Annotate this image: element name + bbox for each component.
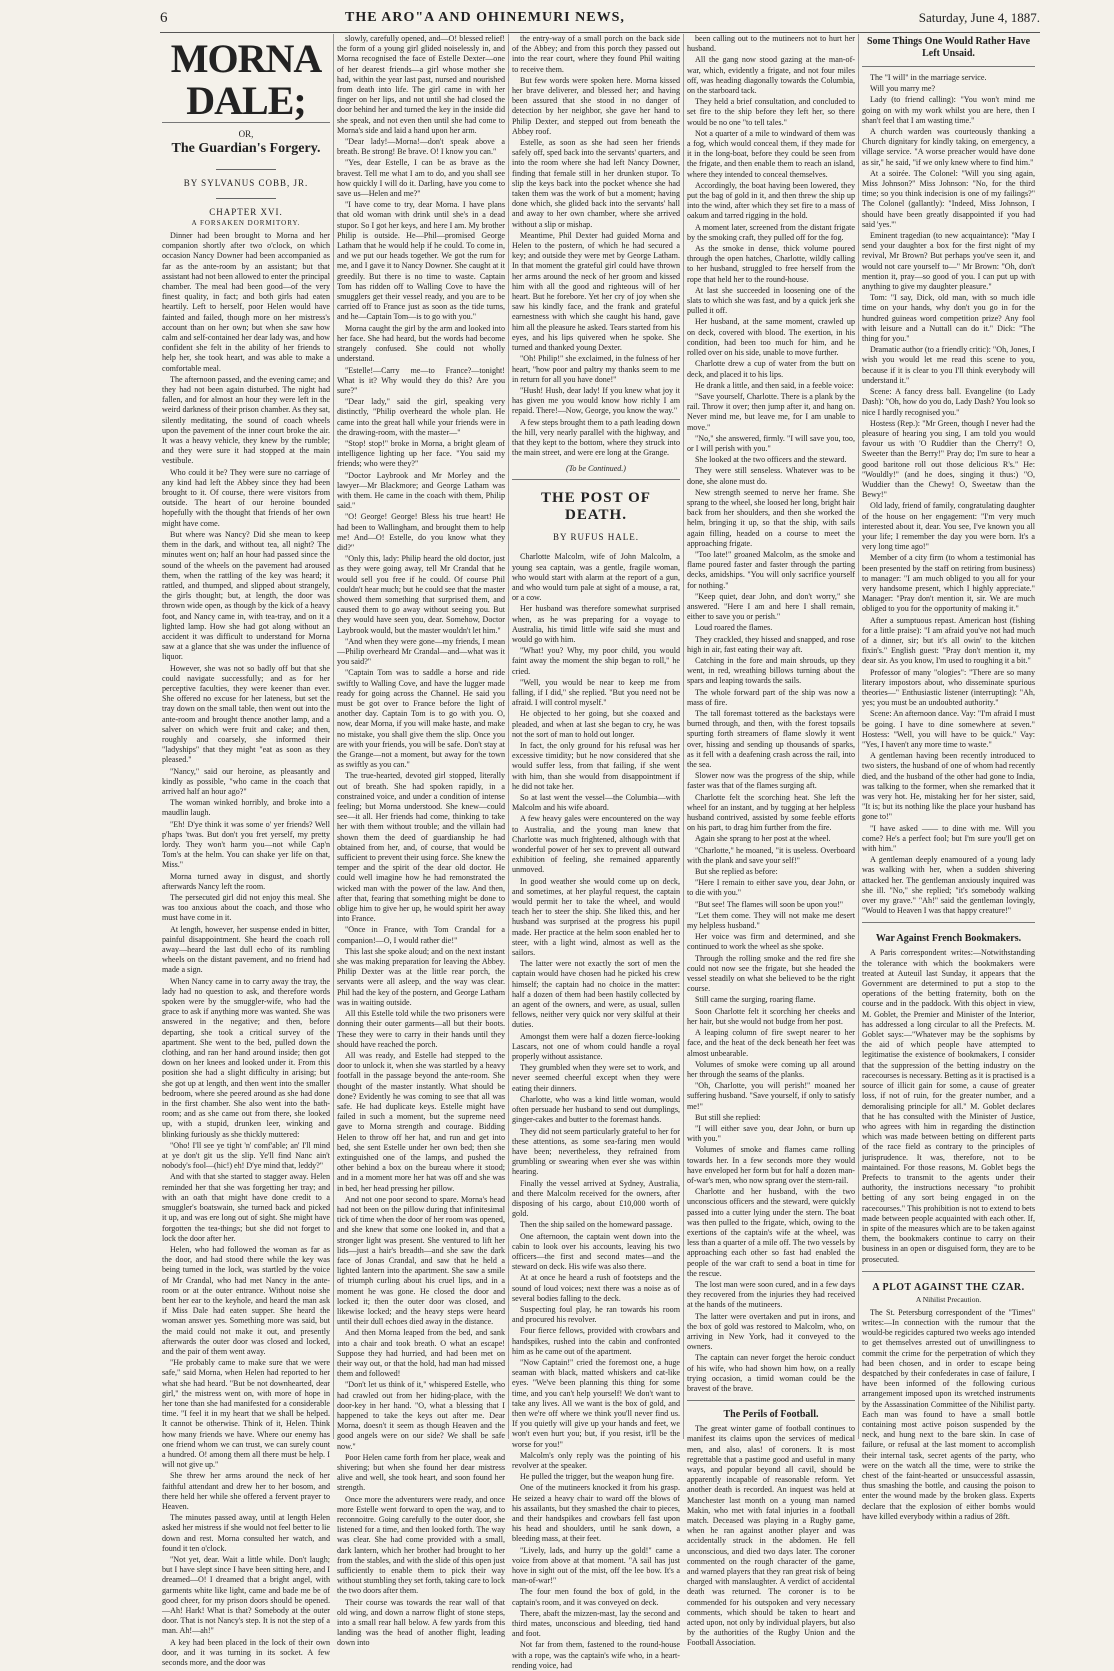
paragraph: At a soirée. The Colonel: "Will you sing again, Miss Johnson?" Miss Johnson: "No, for the third time; so you think indecision is one of my failings?" The Colonel (gallantly): "Indeed, Miss Johnson, I should have been greatly disappointed if you had said 'yes.'" [862,168,1035,229]
column-rule [858,34,859,1439]
paragraph: One afternoon, the captain went down into the cabin to look over his accounts, leaving his two officers—the first and second mates—and the steward on deck. His wife was also there. [512,1231,680,1272]
divider [862,922,1035,923]
paragraph: But she replied as before: [695,867,778,877]
post-of-death-body-col3 [512,552,680,1671]
paragraph: Charlotte felt the scorching heat. She left the wheel for an instant, and by tugging at her helpless husband contrived, assisted by some feeble efforts on his part, to drag him further from the fire. [687,792,855,833]
paragraph: "Lively, lads, and hurry up the gold!" came a voice from above at that moment. "A sail has just hove in sight out of the mist, off the lee bow. It's a man-of-war!" [512,1545,680,1586]
paragraph: Dinner had been brought to Morna and her companion shortly after two o'clock, on which occasion Nancy Downer had been accompanied as far as the ante-room by an assistant; but that assistant had not been allowed to enter the principal chamber. The meal had been good—of the very finest quality, in fact; and both girls had eaten heartily. Left to herself, poor Helen would have fainted and failed, though more on her mistress's account than on her own; but when she saw how calm and self-contained her dear lady was, and how confident she felt in the ability of her friends to help her, she took heart, and was able to make a comfortable meal. [162,231,330,373]
paragraph: They grumbled when they were set to work, and never seemed cheerful except when they were eating their dinners. [512,1063,680,1093]
paragraph: "I have asked —— to dine with me. Will you come? He's a perfect fool; but I'm sure you'll get on with him." [862,823,1035,854]
paragraph: A key had been placed in the lock of their own door, and it was turning in its socket. A few seconds more, and the door was [162,1637,330,1668]
issue-date: Saturday, June 4, 1887. [918,10,1040,25]
paragraph: "Let them come. They will not make me desert my helpless husband." [687,910,855,931]
serial-title: MORNA DALE; [162,38,330,123]
paragraph: "Once in France, with Tom Crandal for a companion!—O, I would rather die!" [337,925,505,945]
column-rule [333,34,334,1439]
paragraph: One of the mutineers knocked it from his grasp. He seized a heavy chair to ward off the blows of his assailants, but they smashed the chair to pieces, and their handspikes and crowbars fell fast upon his head and shoulders, until he sank down, a bleeding mass, at their feet. [512,1483,680,1544]
paragraph: When Nancy came in to carry away the tray, the lady had no question to ask, and therefore words spoken were by the smuggler-wife, who had the grace to ask if anything more was wanted. She was answered in the negative; and then, before departing, she took a critical survey of the apartment. She went to the bed, pulled down the clothing, and ran her hand around inside; then got down on her knees and looked under it. From this position she had a slight difficulty in arising; but she got up at length, and then went into the smaller bedroom, where she peered around as she had done in the first chamber. She also went into the bath-room; and as she came out from there, she looked up, with a stupid, drunken leer, winking and blinking furiously as she thickly muttered: [162,976,330,1139]
paragraph: As the smoke in dense, thick volume poured through the open hatches, Charlotte, wildly calling to her husband, struggled to free herself from the rope that held her to the round-house. [687,244,855,284]
paragraph: "Here I remain to either save you, dear John, or to die with you." [687,878,855,898]
divider [862,66,1035,67]
paragraph: "Nancy," said our heroine, as pleasantly and kindly as possible, "who came in the coach that arrived half an hour ago?" [162,766,330,796]
paragraph: Scene: An afternoon dance. Vay: "I'm afraid I must be going. I have to dine somewhere at seven." Hostess: "Well, you will have to be quick." Vay: "Yes, I haven't any more time to waste." [862,709,1035,749]
paragraph: Finally the vessel arrived at Sydney, Australia, and there Malcolm received for the owners, after disposing of his cargo, about £10,000 worth of gold. [512,1178,680,1219]
paragraph: "And when they were gone—my friends, I mean—Philip overheard Mr Crandal—and—what was it you said?" [337,636,505,667]
paragraph: "Dear lady!—Morna!—don't speak above a breath. Be strong! Be brave. O! I know you can." [337,137,505,157]
paragraph: A gentleman deeply enamoured of a young lady was walking with her, when a sudden shivering attacked her. The gentleman anxiously inquired was she ill. "No," she replied; "it's somebody walking over my grave." "Ah!" said the gentleman lovingly, "Would to Heaven I was that happy creature!" [862,855,1035,916]
post-of-death-title: THE POST OF DEATH. [541,490,651,524]
plot-body [862,1308,1035,1522]
page-number: 6 [160,10,168,26]
paragraph: "Doctor Laybrook and Mr Morley and the lawyer—Mr Blackmore; and George Latham was with them. He came in the coach with them, Philip said." [337,470,505,511]
paragraph: In fact, the only ground for his refusal was her excessive timidity; but he now considered that she would suffer less, from that failing, if she went with him, than she would from disappointment if he did not take her. [512,740,680,791]
paragraph: Helen, who had followed the woman as far as the door, and had stood there while the key was being turned in the lock, was startled by the voice of Mr Crandal, who had met Nancy in the ante-room or at the outer entrance. Without noise she bent her ear to the keyhole, and heard the man ask if Miss Dale had eaten supper. She heard the woman answer yes. Something more was said, but the maid could not make it out, and presently afterwards the outer door was closed and locked, and the pair of them went away. [162,1244,330,1356]
paragraph: "Too late!" groaned Malcolm, as the smoke and flame poured faster and faster through the parting decks, amidships. "You will only sacrifice yourself for nothing." [687,549,855,590]
paragraph: The "I will" in the marriage service. [870,73,987,82]
paragraph: A gentleman having been recently introduced to two sisters, the husband of one of whom had recently died, and the husband of the other had gone to India, was talking to the former, when she remarked that it was very hot. He, mistaking her for her sister, said, "It is; but its nothing like the place your husband has gone to!" [862,751,1035,822]
paragraph: Old lady, friend of family, congratulating daughter of the house on her engagement: "I'm very much interested about it, dear. You see, I've known you all your life; I remember the day you were born. It's a very long time ago!" [862,501,1035,552]
paragraph: They crackled, they hissed and snapped, and rose high in air, fast eating their way aft. [687,634,855,654]
war-body [862,948,1035,1264]
perils-body [687,1424,855,1648]
paragraph: "Stop! stop!" broke in Morna, a bright gleam of intelligence lighting up her face. "You said my friends; who were they?" [337,438,505,469]
column-4 [687,34,855,1648]
paragraph: Malcolm's only reply was the pointing of his revolver at the speaker. [512,1450,680,1470]
paragraph: Morna caught the girl by the arm and looked into her face. She had heard, but the words had become strangely confused. She could not wholly understand. [337,323,505,364]
perils-title: The Perils of Football. [723,1409,819,1421]
paragraph: Charlotte, who was a kind little woman, would often persuade her husband to send out dumplings, ginger-cakes and butter to the foremast hands. [512,1094,680,1125]
paragraph: Member of a city firm (to whom a testimonial has been presented by the staff on retiring from business) to manager: "I am much obliged to you all for your very handsome present, which I highly appreciate." Manager: "Pray don't mention it, sir. We are much obliged to you for the opportunity of making it." [862,553,1035,614]
paragraph: "Only this, lady: Philip heard the old doctor, just as they were going away, tell Mr Crandal that he would sell you free if he could. Of course Phil couldn't hear much; but he could see that the master showed them something that surprised them, and caused them to go away without seeing you. But they would have seen you, dear. Somehow, Doctor Laybrook would, but the master wouldn't let him." [337,554,506,635]
paragraph: "O! George! George! Bless his true heart! He had been to Wallingham, and brought them to help me! And—O! Estelle, do you know what they did?" [337,512,505,552]
paragraph: And with that she started to stagger away. Helen reminded her that she was forgetting her tray; and with an oath that might have done credit to a smuggler's boatswain, she turned back and picked it up, and was ere long out of sight. She might have forgotten the tea-things; but she did not forget to lock the door after her. [162,1172,330,1243]
some-things-body [862,73,1035,916]
column-rule [508,34,509,1439]
paragraph: New strength seemed to nerve her frame. She sprang to the wheel, she loosed her long, bright hair back from her shoulders, and then she worked the helm, bringing it up, so that the ship, with sails again filling, headed on a course to meet the approaching frigate. [687,487,855,548]
serial-byline: BY SYLVANUS COBB, JR. [183,178,309,188]
paragraph: Charlotte and her husband, with the two unconscious officers and the steward, were quickly passed into a cutter lying under the stern. The boat was then pulled to the frigate, which, owing to the exertions of the captain's wife at the wheel, was less than a quarter of a mile off. The two vessels by approaching each other so fast had enabled the people of the war craft to send a boat in time for the rescue. [687,1187,855,1278]
paragraph: Again she sprang to her post at the wheel. [695,834,831,844]
paragraph: A few heavy gales were encountered on the way to Australia, and the young man knew that Charlotte was much frightened, although with that wonderful power of her sex to prevent all outward exhibition of feeling, she remained apparently unmoved. [512,814,680,875]
paragraph: At length, however, her suspense ended in bitter, painful disappointment. She heard the coach roll away—heard the last dull echo of its rumbling wheels on the distant pavement, and no friend had made a sign. [162,924,330,975]
paragraph: The great winter game of football continues to manifest its claims upon the services of medical men, and also, alas! of coroners. It is most regrettable that a pastime good and useful in many ways, and popular beyond all cavil, should be apparently incapable of reasonable reform. Yet another death is recorded. An inquest was held at Manchester last month on a young man named Makin, who met with fatal injuries in a football match. Deceased was playing in a Rugby game, when he ran against another player and was accidentally struck in the abdomen. He fell unconscious, and died two days later. The coroner commented on the rough character of the game, and warned players that they ran great risk of being charged with manslaughter. A verdict of accidental death was returned. The coroner is to be commended for his outspoken and very necessary comments, which should be taken to heart and acted upon, not only by individual players, but also by the authorities of the Rugby Union and the Football Association. [687,1424,855,1648]
column-1 [162,34,330,1668]
paragraph: "Don't let us think of it," whispered Estelle, who had crawled out from her hiding-place, with the door-key in her hand. "O, what a blessing that I happened to take the keys out after me. Dear Morna, doesn't it seem as though Heaven and the good angels were on our side? We shall be safe now." [337,1380,505,1451]
paragraph: They were still senseless. Whatever was to be done, she alone must do. [687,466,855,486]
paragraph: Her voice was firm and determined, and she continued to work the wheel as she spoke. [687,932,855,952]
column-rule [683,34,684,1439]
paragraph: After a sumptuous repast. American host (fishing for a little praise): "I am afraid you've not had much of a dinner, sir; but it's all owin' to the kitchen fixin's." English guest: "Pray don't mention it, my dear sir. As you know, I'm used to roughing it a bit." [862,615,1035,666]
paragraph: Morna turned away in disgust, and shortly afterwards Nancy left the room. [162,871,330,891]
paragraph: They held a brief consultation, and concluded to set fire to the ship before they left her, so there would be no one "to tell tales." [687,97,855,127]
paragraph: Loud roared the flames. [695,623,773,633]
paragraph: Through the rolling smoke and the red fire she could not now see the frigate, but she headed the vessel steadily on what she believed to be the right course. [687,953,855,994]
plot-title: A PLOT AGAINST THE CZAR. [872,1281,1025,1293]
paragraph: The afternoon passed, and the evening came; and they had not been again disturbed. The night had fallen, and for almost an hour they were left in the weird darkness of their prison chamber. As they sat, silently meditating, the sound of coach wheels upon the pavement of the inner court broke the air. It was a heavy vehicle, they knew by the rumble; and they were sure it had stopped at the main vestibule. [162,374,330,466]
paragraph: Suspecting foul play, he ran towards his room and procured his revolver. [512,1304,680,1325]
paragraph: Meantime, Phil Dexter had guided Morna and Helen to the postern, of which he had secured a key; and outside they were met by George Latham. In that moment the grateful girl could have thrown her arms around the neck of her groom and kissed him with all the good and righteous will of her heart. But he forebore. Yet her cry of joy when she saw his kindly face, and the frank and grateful earnestness with which she caught his hand, gave him all the pleasure he asked. Tears started from his eyes, and his lips quivered when he spoke. She turned and thanked young Dexter. [512,230,680,353]
column-2 [337,34,506,1648]
paragraph: "I have come to try, dear Morna. I have plans that old woman with drink until she's in a dead stupor. So I got her keys, and here I am. My brother Philip is outside. He—Phil—promised George Latham that he would help if he could. To come in, and we put our heads together. We got the rum for me, and I gave it to Nancy Downer. She caught at it greedily. But there is no time to waste. Captain Tom has ridden off to Walling Cove to have the smugglers get their vessel ready, and you are to be carried off to France just as soon as the tide turns, and he—Captain Tom—is to go with you." [337,200,505,322]
paragraph: Tom: "I say, Dick, old man, with so much idle time on your hands, why don't you go in for the hundred guineas word competition prize? Any fool with leisure and a Nuttall can do it." Dick: "The thing for you." [862,293,1035,344]
to-be-continued: (To be Continued.) [566,464,626,474]
paragraph: Then the ship sailed on the homeward passage. [520,1220,673,1230]
paragraph: But few words were spoken here. Morna kissed her brave deliverer, and blessed her; and having been assured that she stood in no danger of detection by her neighbor, she gave her hand to Philip Dexter, and stepped out from beneath the Abbey roof. [512,75,680,136]
paragraph: At at once he heard a rush of footsteps and the sound of loud voices; next there was a noise as of several bodies falling to the deck. [512,1273,680,1303]
paragraph: The whole forward part of the ship was now a mass of fire. [687,687,855,707]
paragraph: Eminent tragedian (to new acquaintance): "May I send your daughter a box for the first night of my revival, Mr Brown? But perhaps you've seen it, and would not care yourself to—" Mr Brown: "Oh, don't mention it, pray—so good of you. I can put up with anything to give my daughter pleasure." [862,231,1035,292]
paragraph: "But see! The flames will soon be upon you!" [695,899,844,909]
paragraph: "I will either save you, dear John, or burn up with you." [687,1123,855,1144]
paragraph: Catching in the fore and main shrouds, up they went, in red, wreathing billows turning about the spars and leaping towards the sails. [687,655,855,686]
paragraph: The tall foremast tottered as the backstays were burned through, and then, with the forest topsails spurting forth streamers of flame slowly it went over, hissing and sending up thousands of sparks, as it fell with a deafening crash across the rail, into the sea. [687,709,855,770]
paragraph: Professor of many "ologies": "There are so many literary impostors about, who disseminate spurious theories—" Enthusiastic listener (interrupting): "Ah, yes; you must be an undoubted authority." [862,667,1035,708]
paragraph: He objected to her going, but she coaxed and pleaded, and when at last she began to cry, he was not the sort of man to hold out longer. [512,709,680,739]
paragraph: Charlotte drew a cup of water from the butt on deck, and placed it to his lips. [687,359,855,379]
paragraph: "Not yet, dear. Wait a little while. Don't laugh; but I have slept since I have been sitting here, and I dreamed—O! I dreamed that a bright angel, with garments white like light, came and bade me be of good cheer, for my prison doors should be opened.—Ah! Hark! What is that? Somebody at the outer door. That is not Nancy's step. It is not the step of a man. Ah!—ah!" [162,1555,330,1636]
plot-subtitle: A Nihilist Precaution. [915,1294,982,1304]
paragraph: "Oh! Philip!" she exclaimed, in the fulness of her heart, "how poor and paltry my thanks seem to me in return for all you have done!" [512,354,680,384]
paragraph: "Oho! I'll see ye tight 'n' comf'able; an' I'll mind at ye don't git us the slip. Ye'll find Nanc ain't nobody's fool—(hic!) eh! D'ye mind that, leddy?" [162,1140,330,1171]
paragraph: And then Morna leaped from the bed, and sank into a chair and took breath. O what an escape! Suppose they had hurried, and had been met on their way out, or that the hold, had man had missed them and followed! [337,1328,505,1379]
paragraph: She looked at the two officers and the steward. [695,455,847,465]
paragraph: "Save yourself, Charlotte. There is a plank by the rail. Throw it over; then jump after it, and hang on. Never mind me, but leave me, for I am unable to move." [687,391,855,432]
paragraph: "No," she answered, firmly. "I will save you, too, or I will perish with you." [687,433,855,453]
paragraph: Once more the adventurers were ready, and once more Estelle went forward to open the way, and to reconnoitre. Going carefully to the outer door, she listened for a time, and then looked forth. The way was clear. She had come provided with a small, dark lantern, which her brother had brought to her from the stables, and with the slide of this open just sufficiently to enable them to pick their way without stumbling they set forth, taking care to lock the two doors after them. [337,1494,505,1596]
paragraph: The minutes passed away, until at length Helen asked her mistress if she would not feel better to lie down and rest. Morna consulted her watch, and found it ten o'clock. [162,1513,330,1553]
paragraph: A Paris correspondent writes:—Notwithstanding the tolerance with which the bookmakers were treated at Auteuil last Sunday, it appears that the Government are determined to put a stop to the operations of the betting fraternity, both on the course and in the paddock. With this object in view, M. Goblet, the Premier and Minister of the Interior, has addressed a long circular to all the Prefects. M. Goblet says:—"Whatever may be the sophisms by the aid of which people have attempted to legitimatise the existence of bookmakers, I consider that the suppression of the betting industry on the racecourses is necessary. Betting as it is practised is a source of illicit gain for some, a cause of greater loss, if not of ruin, for the greater number, and a demoralising principle for all." M. Goblet declares that he has consulted with the Minister of Justice, who agrees with him in regarding the distinction which was made between betting on different parts of the race field as contrary to the principles of jurisprudence. It was, therefore, not to be maintained. For those reasons, M. Goblet begs the Prefects to transmit to the agents under their authority, the instructions necessary "to prohibit betting of any sort being engaged in on the racecourses." This prohibition is not to extend to bets made between people acquainted with each other. If, in spite of the measures which are to be taken against them, the bookmakers continue to carry on their business in an open or disguised form, they are to be prosecuted. [862,948,1035,1264]
paragraph: A few steps brought them to a path leading down the hill, very nearly parallel with the highway, and that they kept to the bottom, where they struck into the main street, and were ere long at the Grange. [512,417,680,458]
paragraph: Hostess (Rep.): "Mr Green, though I never had the pleasure of hearing you sing, I am told you would favour us with 'O Ruddier than the Cherry'! O, Sweeter than the Berry!" Pray do; I'm sure to hear a good baritone roll out those delicious R's." He: "Wouldly!" (and he does, singing it thus:) "O, Wuddier than the Chewy! O, Sweetaw than the Bewy!" [862,418,1035,500]
serial-subtitle: The Guardian's Forgery. [171,141,321,156]
paragraph: So at last went the vessel—the Columbia—with Malcolm and his wife aboard. [512,793,680,813]
post-of-death-body-col4 [687,34,855,1394]
paragraph: He pulled the trigger, but the weapon hung fire. [520,1472,674,1482]
paragraph: Poor Helen came forth from her place, weak and shivering; but when she found her dear mistress alive and well, she took heart, and soon found her strength. [337,1452,505,1493]
paragraph: Will you marry me? [870,84,936,94]
paragraph: "Charlotte," he moaned, "it is useless. Overboard with the plank and save your self!" [687,845,855,865]
paragraph: Soon Charlotte felt it scorching her cheeks and her hair, but she would not budge from her post. [687,1006,855,1026]
paragraph: All this Estelle told while the two prisoners were donning their outer garments—all but their boots. These they were to carry in their hands until they should have reached the porch. [337,1009,505,1049]
paragraph: Dramatic author (to a friendly critic): "Oh, Jones, I wish you would let me read this scene to you, because if it is clear to you I'll think everybody will understand it." [862,345,1035,385]
paragraph: Her husband, at the same moment, crawled up on deck, covered with blood. The exertion, in his condition, had been too much for him, and he rolled over on his side, unable to move further. [687,317,855,358]
paragraph: All was ready, and Estelle had stepped to the door to unlock it, when she was startled by a heavy footfall in the passage beyond the ante-room. She thought of the master instantly. What should be done? Evidently he was coming to see that all was safe. He had duplicate keys. Estelle might have failed in such a moment, but the supreme need gave to Morna strength and courage. Bidding Helen to throw off her hat, and run and get into bed, she sent Estelle under her own bed; then she extinguished one of the lamps, and pushed the other behind a box on the bureau where it stood; and in a moment more her hat was off and she was in bed, her head pressing her pillow. [337,1050,505,1193]
paragraph: Lady (to friend calling): "You won't mind me going on with my work whilst you are here, then I shan't feel that I am wasting time." [862,95,1035,125]
paragraph: A church warden was courteously thanking a Church dignitary for kindly taking, on emergency, a village service. "A worse preacher would have done as sir," he said, "if we only knew where to find him." [862,127,1035,167]
paragraph: The latter were overtaken and put in irons, and the box of gold was restored to Malcolm, who, on arriving in New York, had it conveyed to the owners. [687,1311,855,1352]
column-3 [512,34,680,1670]
paragraph: The latter were not exactly the sort of men the captain would have chosen had he picked his crew himself; the captain had no choice in the matter: half a dozen of them had been hastily collected by an agent of the owners, and were, as usual, sullen fellows, neither very quick nor very skilful at their duties. [512,959,680,1030]
paragraph: Their course was towards the rear wall of that old wing, and down a narrow flight of stone steps, into a small rear hall below. A few yards from this landing was the head of another flight, leading down into [337,1597,505,1648]
paragraph: "What! you? Why, my poor child, you would faint away the moment the ship began to roll," he cried. [512,646,680,676]
serial-body-col2 [337,34,505,1649]
paragraph: A leaping column of fire swept nearer to her face, and the heat of the deck beneath her feet was almost unbearable. [687,1028,855,1058]
paragraph: She threw her arms around the neck of her faithful attendant and drew her to her bosom, and there held her while she offered a fervent prayer to Heaven. [162,1471,330,1511]
divider [687,1400,855,1401]
serial-or: OR, [238,129,254,139]
paragraph: "Now Captain!" cried the foremost one, a huge seaman with black, matted whiskers and cat-like eyes. "We've been planning this thing for some time, and you can't help yourself! We don't want to take any lives. All we want is the box of gold, and then we're off where we think you'll never find us. If you quietly will give up your hands and feet, we won't even hurt you; but, if you resist, it'll be the worse for you!" [512,1357,680,1449]
paragraph: "Captain Tom was to saddle a horse and ride swiftly to Walling Cove, and have the lugger made ready for going across the Channel. He said you must be got over to France before the light of another day. Captain Tom is to go with you. O, now, dear Morna, if you will make haste, and make no mistake, you shall give them the slip. Once you are with your friends, you will be safe. Don't stay at the Grange—not a moment, but away for the town as swiftly as you can." [337,668,505,770]
divider [216,198,276,199]
paragraph: The persecuted girl did not enjoy this meal. She was too anxious about the coach, and those who must have come in it. [162,893,330,923]
paragraph: There, abaft the mizzen-mast, lay the second and third mates, unconscious and bleeding, tied hand and foot. [512,1608,680,1639]
paragraph: In good weather she would come up on deck, and sometimes, at her playful request, the captain would permit her to take the wheel, and would teach her to steer the ship. She liked this, and her husband was surprised at the progress his pupil made. Her practice at the helm soon enabled her to steer, with a light wind, almost as well as the sailors. [512,876,680,958]
paragraph: "Keep quiet, dear John, and don't worry," she answered. "Here I am and here I shall remain, either to save you or perish." [687,591,855,622]
paragraph: Four fierce fellows, provided with crowbars and handspikes, rushed into the cabin and confronted him as he came out of the apartment. [512,1326,680,1356]
divider [862,1271,1035,1272]
chapter-title: A FORSAKEN DORMITORY. [191,219,301,227]
paragraph: And not one poor second to spare. Morna's head had not been on the pillow during that infinitesimal tick of time when the door of her room was opened, and she knew that some one looked in, and that a stronger light was present. She ventured to lift her lids—just a hair's breadth—and she saw the dark face of Jonas Crandal, and saw that he held a lighted lantern into the apartment. She saw a smile of triumph curling about his cruel lips, and in a moment he was gone. He closed the door and locked it; then the outer door was closed, and likewise locked; and the heavy steps were heard until their dull echoes died away in the distance. [337,1194,505,1327]
divider [512,479,680,480]
paragraph: Volumes of smoke and flames came rolling towards her. In a few seconds more they would have enveloped her form but for half a dozen man-of-war's men, who now sprang over the stern-rail. [687,1145,855,1185]
newspaper-name: THE ARO"A AND OHINEMURI NEWS, [345,10,625,25]
paragraph: All the gang now stood gazing at the man-of-war, which, evidently a frigate, and not four miles off, was heading diagonally towards the Columbia, on the starboard tack. [687,55,855,96]
paragraph: But where was Nancy? Did she mean to keep them in the dark, and without tea, all night? The minutes went on; half an hour had passed since the sound of the wheels on the pavement had aroused them, when the rattling of the key was heard; it rattled, and thumped, and slipped about strangely, the girls thought; but, at length, the door was thrown wide open, as though by the kick of a heavy foot, and Nancy came in, with tea-tray, and on it a lighted lamp. How she had got along without an accident it was difficult to understand for Morna saw at a glance that she was under the influence of liquor. [162,529,330,662]
war-title: War Against French Bookmakers. [875,933,1022,945]
paragraph: "Eh! D'ye think it was some o' yer friends? Well p'haps 'twas. But don't you fret yerself, my pretty lordy. They won't harm you—not while Cap'n Tom's at the helm. You can shake yer life on that, Miss." [162,819,330,870]
paragraph: But still she replied: [695,1112,761,1122]
serial-body-col3 [512,34,680,458]
paragraph: Her husband was therefore somewhat surprised when, as he was preparing for a voyage to Australia, his timid little wife said she must and would go with him. [512,604,680,644]
paragraph: "Well, you would be near to keep me from falling, if I did," she replied. "But you need not be afraid. I will control myself." [512,677,680,708]
column-5 [862,34,1035,1521]
paragraph: At last she succeeded in loosening one of the slats to which she was fast, and by a quick jerk she pulled it off. [687,285,855,316]
serial-body-col1 [162,231,330,1668]
paragraph: Still came the surging, roaring flame. [695,995,816,1005]
paragraph: Accordingly, the boat having been lowered, they put the bag of gold in it, and then threw the ship up into the wind, after which they set fire to a mass of oakum and tarred rigging in the hold. [687,180,855,221]
paragraph: Amongst them were half a dozen fierce-looking Lascars, not one of whom could handle a royal properly without assistance. [512,1031,680,1062]
paragraph: "He probably came to make sure that we were safe," said Morna, when Helen had reported to her what she had heard. "But be not downhearted, dear girl," the mistress went on, with more of hope in her tone than she had manifested for a considerable time. "I feel it in my heart that we shall be helped. It cannot be otherwise. Think of it, Helen. Think how many friends we have. Where our enemy has one friend whom we can trust, we can surely count a hundred. O! among them all there must be help. I will not give up." [162,1358,330,1470]
paragraph: The lost man were soon cured, and in a few days they recovered from the injuries they had received at the hands of the mutineers. [687,1279,855,1310]
paragraph: The woman winked horribly, and broke into a maudlin laugh. [162,798,330,818]
paragraph: The captain can never forget the heroic conduct of his wife, who had shown him how, on a really trying occasion, a timid woman could be the bravest of the brave. [687,1353,855,1393]
paragraph: been calling out to the mutineers not to hurt her husband. [687,34,855,54]
paragraph: Estelle, as soon as she had seen her friends safely off, sped back into the servants' quarters, and into the room where she had left Nancy Downer, finding that female still in her drunken stupor. To slip the keys back into the pocket whence she had taken them was the work of but a moment; having done which, she glided back into the servants' hall and away to her own chamber, where she arrived without a slip or mishap. [512,138,680,229]
paragraph: Charlotte Malcolm, wife of John Malcolm, a young sea captain, was a gentle, fragile woman, who would start with alarm at the report of a gun, and who would turn pale at sight of a mouse, a rat, or a cow. [512,552,680,603]
paragraph: "Oh, Charlotte, you will perish!" moaned her suffering husband. "Save yourself, if only to satisfy me!" [687,1081,855,1111]
chapter-heading: CHAPTER XVI. [209,207,283,217]
some-things-title: Some Things One Would Rather Have Left Unsaid. [866,36,1031,59]
masthead [160,8,1040,33]
paragraph: Not far from them, fastened to the round-house with a rope, was the captain's wife who, in a heart-rending voice, had [512,1640,680,1670]
paragraph: slowly, carefully opened, and—O! blessed relief! the form of a young girl glided noiselessly in, and Morna recognised the face of Estelle Dexter—one of her dearest friends—a girl whose mother she had, within the year last past, nursed and nourished from death into life. The girl came in with her finger on her lips, and not until she had closed the door behind her and turned the key in the inside did she speak, and not even then until she had come to Morna's side and laid a hand upon her arm. [337,34,505,135]
post-of-death-byline: BY RUFUS HALE. [553,532,639,543]
paragraph: However, she was not so badly off but that she could navigate successfully; and as for her perceptive faculties, they were keener than ever. She offered no excuse for her lateness, but set the tray down on the small table, then went out into the ante-room and brought thence another lamp, and a salver on which were fruit and cake; and then, roughly and coarsely, she informed their "ladyships" that they might "eat as soon as they pleased." [162,663,330,765]
paragraph: The true-hearted, devoted girl stopped, literally out of breath. She had spoken rapidly, in a constrained voice, and under a condition of intense feeling; but Morna understood. She knew—could see—it all. Her friends had come, thinking to take her with them without trouble; and the villain had shown them the deed of guardianship he had obtained from her, and, of course, that would be sufficient to prevent their using force. She knew the temper and the spirit of the dear old doctor. He could well imagine how he had remonstrated the wicked man with the power of the law. And then, after that, fearing that something might be done to oblige him to give her up, he would spirit her away into France. [337,771,505,924]
paragraph: Not a quarter of a mile to windward of them was a fog, which would conceal them, if they made for it in the long-boat, before they could be seen from the frigate, and then enable them to reach an island, where they intended to conceal themselves. [687,128,855,179]
paragraph: A moment later, screened from the distant frigate by the smoking craft, they pulled off for the fog. [687,222,855,242]
paragraph: Volumes of smoke were coming up all around her through the seams of the planks. [687,1059,855,1079]
paragraph: Who could it be? They were sure no carriage of any kind had left the Abbey since they had been brought to it. Of course, there were visitors from outside. The heart of our heroine bounded hopefully with the thought that friends of her own might have come. [162,467,330,528]
paragraph: The four men found the box of gold, in the captain's room, and it was conveyed on deck. [512,1587,680,1607]
divider [216,169,276,170]
paragraph: They did not seem particularly grateful to her for these attentions, as some sea-faring men would have been; nevertheless, they refrained from grumbling or swearing when ever she was within hearing. [512,1126,680,1177]
paragraph: Scene: A fancy dress ball. Evangeline (to Lady Dash): "Oh, how do you do, Lady Dash? You look so nice I hardly recognised you." [862,387,1035,417]
paragraph: This last she spoke aloud; and on the next instant she was making preparation for leaving the Abbey. Philip Dexter was at the little rear porch, the servants were all asleep, and the way was clear. Phil had the key of the postern, and George Latham was in waiting outside. [337,946,505,1007]
paragraph: Slower now was the progress of the ship, while faster was that of the flames surging aft. [687,771,855,791]
paragraph: "Hush! Hush, dear lady! If you knew what joy it has given me you would know how richly I am repaid. There!—Now, George, you know the way." [512,385,680,416]
paragraph: "Yes, dear Estelle, I can be as brave as the bravest. Tell me what I am to do, and you shall see how quickly I will do it. Darling, have you come to save us—Helen and me?" [337,158,505,199]
paragraph: The St. Petersburg correspondent of the "Times" writes:—In connection with the rumour that the would-be regicides captured two weeks ago intended to get themselves arrested out of unwillingness to commit the crime for the perpetration of which they had been chosen, and in order to escape being despatched by their confederates in case of failure, I have been informed of the following curious arrangement imposed upon its wretched instruments by the Assassination Committee of the Nihilist party. Each man was found to have a small bottle containing most active poison suspended by the neck, and hung next to the bare skin. In case of failure, or refusal at the last moment to accomplish their internal task, secret agents of the party, who were on the watch all the time, were to strike the chest of the faint-hearted or unsuccessful assassin, thus smashing the bottle, and causing the poison to enter the wound made by the broken glass. Experts declare that the explosion of either bombs would have killed everybody within a radius of 28ft. [862,1307,1035,1521]
paragraph: the entry-way of a small porch on the back side of the Abbey; and from this porch they passed out into the rear court, where they found Phil waiting to receive them. [512,34,680,74]
paragraph: "Dear lady," said the girl, speaking very distinctly, "Philip overheard the whole plan. He came into the great hall while your friends were in the drawing-room, with the master—" [337,397,505,437]
paragraph: "Estelle!—Carry me—to France?—tonight! What is it? Why would they do this? Are you sure?" [337,365,505,395]
paragraph: He drank a little, and then said, in a feeble voice: [695,380,854,390]
